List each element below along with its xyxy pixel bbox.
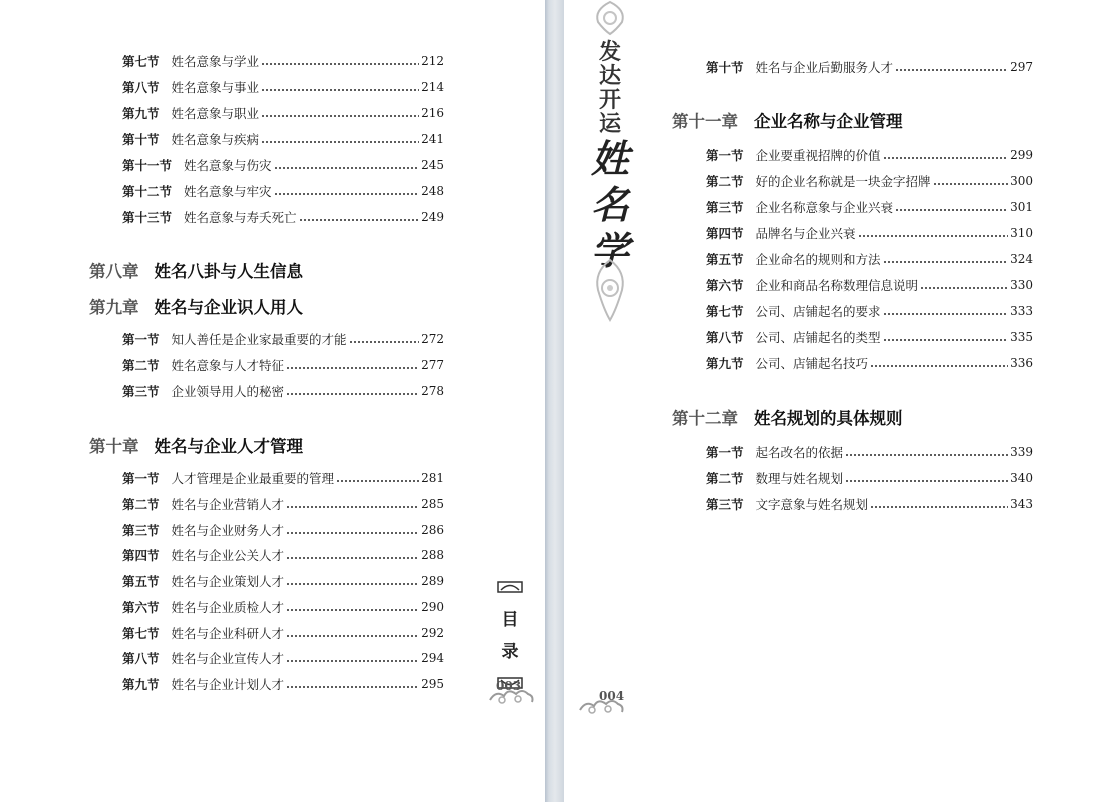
page-ref: 333 [1010,304,1033,318]
dot-leader [883,338,1009,342]
toc-entry[interactable] [122,650,444,666]
dot-leader [286,608,419,612]
page-ref: 285 [421,497,444,511]
section-number: 第一节 [122,471,160,486]
toc-entry[interactable] [706,199,1033,215]
vertical-title-char: 发 [598,39,621,65]
dot-leader [274,192,420,196]
cloud-ornament-icon [578,694,626,716]
toc-chapter[interactable] [89,258,303,282]
section-number: 第八节 [706,330,744,345]
page-ref: 299 [1010,148,1033,162]
section-title: 姓名意象与学业 [171,54,260,69]
section-title: 好的企业名称就是一块金字招牌 [755,174,931,189]
section-number: 第十三节 [122,210,173,225]
section-number: 第一节 [122,332,160,347]
section-title: 企业和商品名称数理信息说明 [755,278,919,293]
vertical-book-title [586,40,634,274]
dot-leader [883,156,1009,160]
section-number: 第七节 [706,304,744,319]
section-title: 姓名与企业公关人才 [171,548,285,563]
section-title: 姓名与企业财务人才 [171,523,285,538]
section-number: 第十节 [706,60,744,75]
section-title: 公司、店铺起名的要求 [755,304,881,319]
section-title: 企业命名的规则和方法 [755,252,881,267]
page-ref: 241 [421,132,444,146]
toc-entry[interactable] [706,277,1033,293]
vertical-title-char: 姓 [590,136,629,181]
section-number: 第三节 [706,497,744,512]
section-title: 姓名与企业科研人才 [171,626,285,641]
page-ref: 289 [421,574,444,588]
section-number: 第三节 [706,200,744,215]
page-ref: 272 [421,332,444,346]
vertical-title-char: 运 [598,111,621,137]
page-ref: 249 [421,210,444,224]
dot-leader [870,364,1008,368]
section-title: 品牌名与企业兴衰 [755,226,856,241]
chapter-title: 姓名与企业识人用人 [154,298,303,317]
toc-entry[interactable] [706,303,1033,319]
page-ref: 297 [1010,60,1033,74]
toc-entry[interactable] [122,522,444,538]
dot-leader [261,62,419,66]
toc-entry[interactable] [706,59,1033,75]
page-ref: 330 [1010,278,1033,292]
section-number: 第一节 [706,445,744,460]
section-number: 第七节 [122,626,160,641]
dot-leader [870,505,1008,509]
left-page [0,0,545,802]
section-number: 第六节 [706,278,744,293]
vertical-title-char: 达 [598,63,621,89]
page-ref: 339 [1010,445,1033,459]
dot-leader [286,366,419,370]
page-number: 004 [599,689,625,703]
dot-leader [261,140,419,144]
section-title: 企业领导用人的秘密 [171,384,285,399]
toc-entry[interactable] [122,79,444,95]
page-ref: 288 [421,548,444,562]
dot-leader [286,531,419,535]
section-title: 姓名意象与寿夭死亡 [184,210,297,225]
toc-entry[interactable] [706,470,1033,486]
toc-chapter[interactable] [89,294,303,318]
section-title: 姓名意象与人才特征 [171,358,285,373]
page-ref: 290 [421,600,444,614]
toc-entry[interactable] [122,183,444,199]
section-title: 姓名意象与疾病 [171,132,260,147]
section-number: 第十二节 [122,184,173,199]
section-number: 第五节 [706,252,744,267]
page-ref: 324 [1010,252,1033,266]
page-ref: 278 [421,384,444,398]
toc-entry[interactable] [122,131,444,147]
dot-leader [286,392,419,396]
section-number: 第四节 [706,226,744,241]
page-ref: 301 [1010,200,1033,214]
floral-ornament-icon [590,258,630,322]
floral-ornament-icon [590,0,630,36]
page-ref: 248 [421,184,444,198]
section-number: 第九节 [122,677,160,692]
section-number: 第二节 [706,174,744,189]
chapter-number: 第十二章 [672,409,738,428]
page-ref: 277 [421,358,444,372]
page-ref: 212 [421,54,444,68]
toc-entry[interactable] [122,496,444,512]
side-label-char-1: 目 [501,610,519,630]
section-title: 姓名与企业宣传人才 [171,651,285,666]
chapter-title: 姓名规划的具体规则 [754,409,903,428]
page-ref: 286 [421,523,444,537]
page-ref: 294 [421,651,444,665]
section-number: 第九节 [706,356,744,371]
toc-entry[interactable] [706,251,1033,267]
toc-entry[interactable] [122,383,444,399]
dot-leader [845,479,1008,483]
dot-leader [261,114,419,118]
dot-leader [299,218,420,222]
section-number: 第二节 [122,497,160,512]
chapter-title: 企业名称与企业管理 [754,112,903,131]
section-title: 起名改名的依据 [755,445,844,460]
section-title: 知人善任是企业家最重要的才能 [171,332,347,347]
section-title: 企业要重视招牌的价值 [755,148,881,163]
dot-leader [286,582,419,586]
dot-leader [286,659,419,663]
toc-entry[interactable] [122,547,444,563]
vertical-title-char: 开 [598,87,621,113]
chapter-title: 姓名与企业人才管理 [154,437,303,456]
section-number: 第四节 [122,548,160,563]
dot-leader [274,166,420,170]
chapter-number: 第十章 [89,437,139,456]
dot-leader [336,479,419,483]
chapter-number: 第九章 [89,298,139,317]
toc-entry[interactable] [122,157,444,173]
section-title: 姓名意象与伤灾 [184,158,272,173]
section-number: 第八节 [122,651,160,666]
toc-entry[interactable] [706,173,1033,189]
section-title: 姓名意象与职业 [171,106,260,121]
page-ref: 300 [1010,174,1033,188]
section-title: 人才管理是企业最重要的管理 [171,471,335,486]
page-ref: 310 [1010,226,1033,240]
section-title: 文字意象与姓名规划 [755,497,869,512]
toc-entry[interactable] [706,355,1033,371]
section-number: 第九节 [122,106,160,121]
section-number: 第十一节 [122,158,173,173]
section-title: 企业名称意象与企业兴衰 [755,200,894,215]
section-title: 公司、店铺起名技巧 [755,356,869,371]
section-title: 姓名与企业后勤服务人才 [755,60,894,75]
section-title: 数理与姓名规划 [755,471,844,486]
page-ref: 245 [421,158,444,172]
page-ref: 214 [421,80,444,94]
toc-entry[interactable] [706,147,1033,163]
right-page [564,0,1101,802]
dot-leader [895,208,1008,212]
page-ref: 295 [421,677,444,691]
toc-chapter[interactable] [672,405,903,429]
chapter-number: 第八章 [89,262,139,281]
dot-leader [261,88,419,92]
dot-leader [349,340,420,344]
section-number: 第八节 [122,80,160,95]
chapter-title: 姓名八卦与人生信息 [154,262,303,281]
page-ref: 216 [421,106,444,120]
toc-entry[interactable] [122,105,444,121]
section-number: 第二节 [122,358,160,373]
section-title: 公司、店铺起名的类型 [755,330,881,345]
book-gutter [545,0,564,802]
toc-entry[interactable] [706,329,1033,345]
section-number: 第一节 [706,148,744,163]
dot-leader [883,312,1009,316]
section-title: 姓名与企业计划人才 [171,677,285,692]
toc-entry[interactable] [706,444,1033,460]
section-number: 第三节 [122,523,160,538]
toc-entry[interactable] [706,496,1033,512]
toc-entry[interactable] [122,676,444,692]
section-number: 第七节 [122,54,160,69]
side-label-char-2: 录 [501,642,519,662]
toc-entry[interactable] [122,599,444,615]
vertical-title-char: 学 [590,228,629,273]
toc-entry[interactable] [122,573,444,589]
dot-leader [920,286,1008,290]
section-title: 姓名意象与牢灾 [184,184,272,199]
dot-leader [286,505,419,509]
toc-entry[interactable] [122,209,444,225]
toc-entry[interactable] [122,357,444,373]
chapter-number: 第十一章 [672,112,738,131]
toc-chapter[interactable] [672,108,903,132]
page-number: 003 [496,679,522,693]
section-number: 第三节 [122,384,160,399]
page-ref: 281 [421,471,444,485]
page-ref: 335 [1010,330,1033,344]
vertical-title-char: 名 [590,182,629,227]
toc-entry[interactable] [706,225,1033,241]
dot-leader [286,685,419,689]
dot-leader [286,634,419,638]
dot-leader [933,182,1009,186]
toc-entry[interactable] [122,53,444,69]
dot-leader [845,453,1008,457]
page-ref: 340 [1010,471,1033,485]
dot-leader [858,234,1009,238]
section-number: 第六节 [122,600,160,615]
dot-leader [883,260,1009,264]
cloud-ornament-icon [488,684,536,706]
page-ref: 336 [1010,356,1033,370]
section-title: 姓名与企业营销人才 [171,497,285,512]
dot-leader [895,68,1008,72]
toc-entry[interactable] [122,470,444,486]
section-title: 姓名与企业策划人才 [171,574,285,589]
toc-chapter[interactable] [89,433,303,457]
section-title: 姓名意象与事业 [171,80,260,95]
ornament-icon [497,581,523,593]
section-number: 第十节 [122,132,160,147]
page-ref: 292 [421,626,444,640]
section-number: 第二节 [706,471,744,486]
toc-entry[interactable] [122,331,444,347]
dot-leader [286,556,419,560]
section-number: 第五节 [122,574,160,589]
section-title: 姓名与企业质检人才 [171,600,285,615]
toc-entry[interactable] [122,625,444,641]
page-ref: 343 [1010,497,1033,511]
